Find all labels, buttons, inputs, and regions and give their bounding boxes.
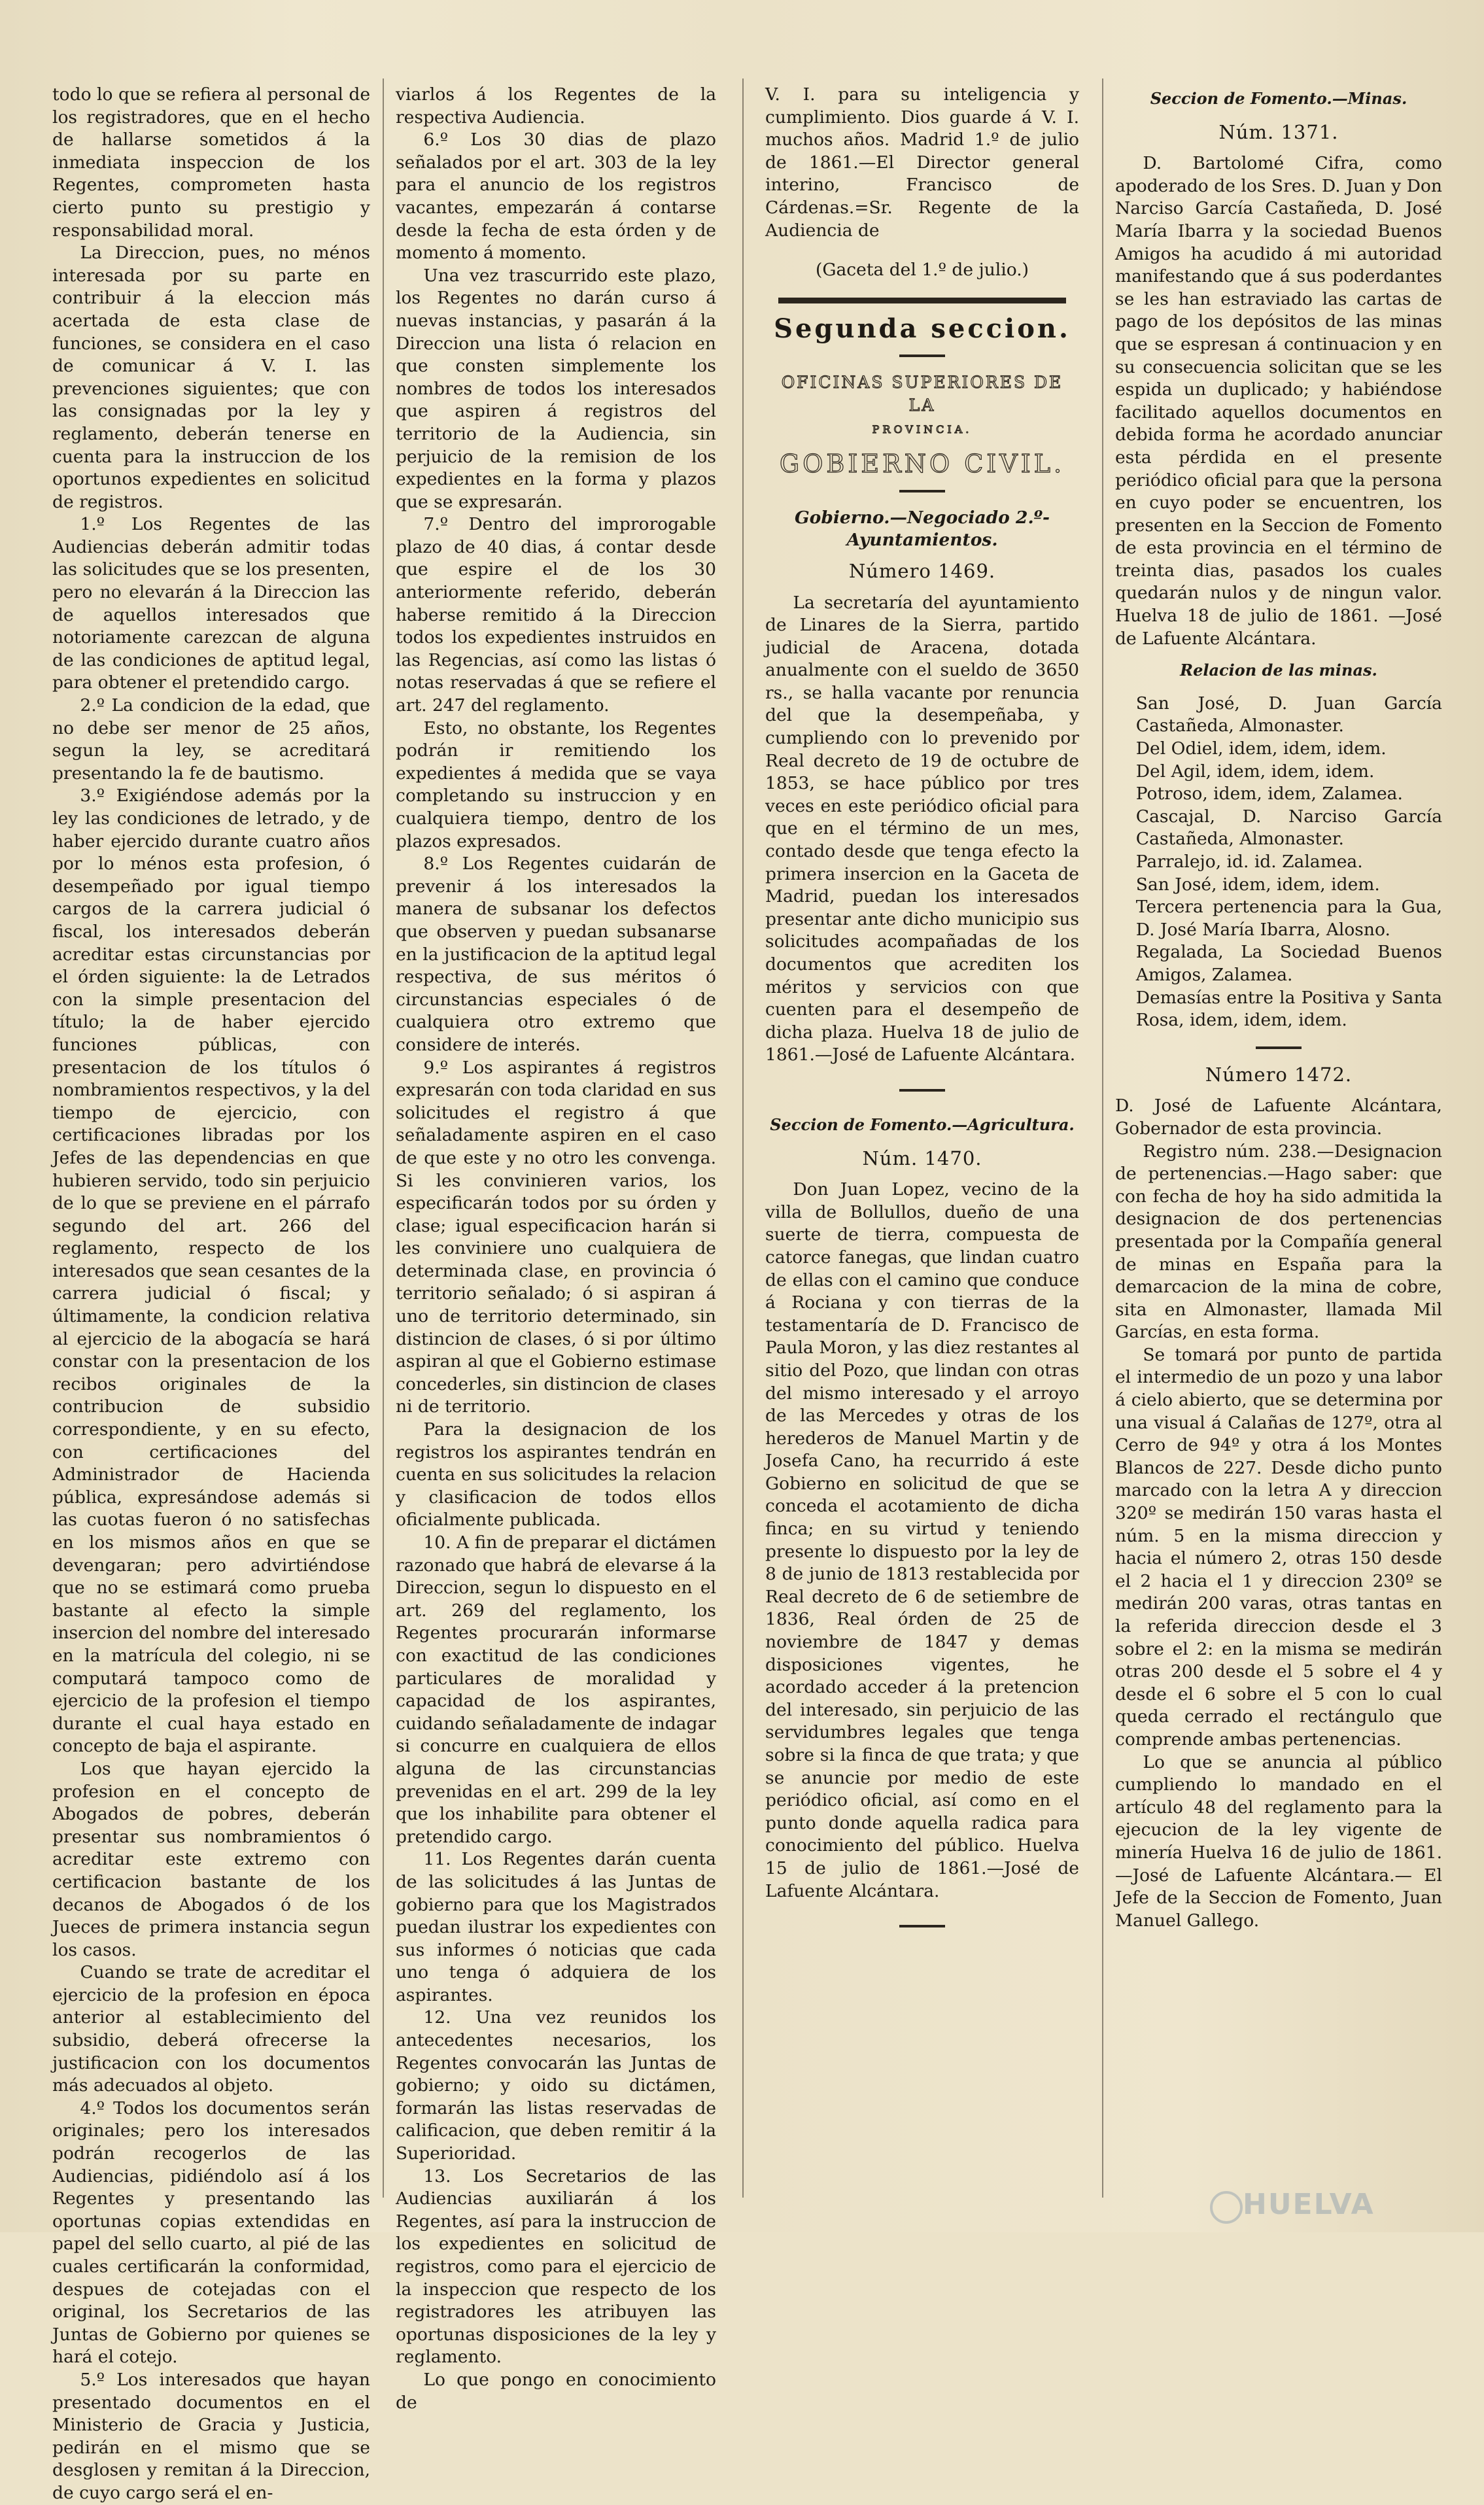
list-item: Tercera pertenencia para la Gua, D. José María Ibarra, Alosno. bbox=[1135, 897, 1442, 940]
paragraph: viarlos á los Regentes de la respectiva Audiencia. bbox=[396, 84, 716, 128]
section-divider bbox=[778, 298, 1066, 303]
paragraph: 1.º Los Regentes de las Audiencias deberán admitir todas las solicitudes que se los presenten, pero no elevarán á la Direccion las de aquellos interesados que notoriamente carezcan de alguna de las condiciones de aptitud legal, para obtener el pretendido cargo. bbox=[52, 514, 370, 693]
dash-divider bbox=[899, 1925, 945, 1927]
watermark-icon bbox=[1210, 2191, 1243, 2224]
list-item: Del Odiel, idem, idem, idem. bbox=[1135, 738, 1387, 759]
paragraph: 11. Los Regentes darán cuenta de las solicitudes á las Juntas de gobierno para que los Magistrados puedan ilustrar los expedientes con sus informes ó noticias que cada uno tenga ó adquiera de los aspirantes. bbox=[396, 1849, 716, 2005]
notice-1472-b: Se tomará por punto de partida el intermedio de un pozo y una labor á cielo abierto, que se determina por una visual á Calañas de 127º, otra al Cerro de 94º y otra á los Montes Blancos de 227. Desde dicho punto marcado con la letra A y direccion 320º se medirán 150 varas hasta el núm. 5 en la misma direccion y hacia el número 2, otras 150 desde el 2 hacia el 1 y direccion 230º se medirán 200 varas, otras tantas en la referida direccion desde el 3 sobre el 2: en la misma se medirán otras 200 desde el 5 sobre el 4 y desde el 6 sobre el 5 con lo cual queda cerrado el rectángulo que comprende ambas pertenencias. bbox=[1115, 1344, 1442, 1750]
list-item: Demasías entre la Positiva y Santa Rosa, idem, idem, idem. bbox=[1135, 987, 1442, 1031]
mines-list bbox=[1115, 693, 1442, 1032]
list-item: Cascajal, D. Narciso García Castañeda, Almonaster. bbox=[1135, 806, 1442, 850]
number-heading: Número 1472. bbox=[1205, 1063, 1353, 1086]
watermark: HUELVA bbox=[1243, 2188, 1375, 2221]
notice-1469: La secretaría del ayuntamiento de Linares de la Sierra, partido judicial de Aracena, dotada anualmente con el sueldo de 3650 rs., se halla vacante por renuncia del que la desempeñaba, y cumpliendo con lo prevenido por Real decreto de 19 de octubre de 1853, se hace público por tres veces en este periódico oficial para que en el término de un mes, contado desde que tenga efecto la primera insercion en la Gaceta de Madrid, puedan los interesados presentar ante dicho municipio sus solicitudes acompañadas de los documentos que acrediten los méritos y servicios con que cuenten para el desempeño de dicha plaza. Huelva 18 de julio de 1861.—José de Lafuente Alcántara. bbox=[765, 592, 1079, 1065]
notice-1472-c: Lo que se anuncia al público cumpliendo lo mandado en el artículo 48 del reglamento para la ejecucion de la ley vigente de minería Huelva 16 de julio de 1861. —José de Lafuente Alcántara.— El Jefe de la Seccion de Fomento, Juan Manuel Gallego. bbox=[1115, 1752, 1442, 1931]
paragraph: 4.º Todos los documentos serán originales; pero los interesados podrán recogerlos de las Audiencias, pidiéndolo así á los Regentes y presentando las oportunas copias extendidas en papel del sello cuarto, al pié de las cuales certificarán la conformidad, despues de cotejadas con el original, los Secretarios de las Juntas de Gobierno por quienes se hará el cotejo. bbox=[52, 2098, 370, 2368]
paragraph: Cuando se trate de acreditar el ejercicio de la profesion en época anterior al establecimiento del subsidio, deberá ofrecerse la justificacion con los documentos más adecuados al objeto. bbox=[52, 1962, 370, 2096]
paragraph: 8.º Los Regentes cuidarán de prevenir á los interesados la manera de subsanar los defectos que observen y puedan subsanarse en la justificacion de la aptitud legal respectiva, de sus méritos ó circunstancias especiales ó de cualquiera otro extremo que considere de interés. bbox=[396, 854, 716, 1055]
dash-divider bbox=[1256, 1046, 1302, 1049]
column-2 bbox=[396, 84, 716, 2413]
column-rule bbox=[742, 78, 744, 2198]
dash-divider bbox=[899, 490, 945, 492]
paragraph: 9.º Los aspirantes á registros expresarán con toda claridad en sus solicitudes el registro á que señaladamente aspiren en el caso de que este y no otro les convenga. Si les convinieren varios, los especificarán todos por su órden y clase; igual especificacion harán si les conviniere uno cualquiera de determinada clase, en provincia ó territorio señalado; ó si aspiran á uno de territorio determinado, sin distincion de clases, ó si por último aspiran al que el Gobierno estimase concederles, sin distincion de clases ni de territorio. bbox=[396, 1057, 716, 1417]
column-3 bbox=[765, 84, 1079, 2196]
paragraph: 12. Una vez reunidos los antecedentes necesarios, los Regentes convocarán las Juntas de gobierno; y oido su dictámen, formarán las listas reservadas de calificacion, que deben remitir á la Superioridad. bbox=[396, 2007, 716, 2164]
paragraph: 3.º Exigiéndose además por la ley las condiciones de letrado, y de haber ejercido durante cuatro años por lo ménos esta profesion, ó desempeñado por igual tiempo cargos de la carrera judicial ó fiscal, los interesados deberán acreditar estas circunstancias por el órden siguiente: la de Letrados con la simple presentacion del título; la de haber ejercido funciones públicas, con presentacion de los títulos ó nombramientos respectivos, y la del tiempo de ejercicio, con certificaciones libradas por los Jefes de las dependencias en que hubieren servido, todo sin perjuicio de lo que se previene en el párrafo segundo del art. 266 del reglamento, respecto de los interesados que sean cesantes de la carrera judicial ó fiscal; y últimamente, la condicion relativa al ejercicio de la abogacía se hará constar con la presentacion de los recibos originales de la contribucion de subsidio correspondiente, y en su efecto, con certificaciones del Administrador de Hacienda pública, expresándose además si las cuotas fueron ó no satisfechas en los mismos años en que se devengaran; pero advirtiéndose que no se estimará como prueba bastante al efecto la simple insercion del nombre del interesado en la matrícula del colegio, ni se computará tampoco como de ejercicio de la profesion el tiempo durante el cual haya estado en concepto de baja el aspirante. bbox=[52, 786, 370, 1757]
paragraph: 6.º Los 30 dias de plazo señalados por el art. 303 de la ley para el anuncio de los registros vacantes, empezarán á contarse desde la fecha de esta órden y de momento á momento. bbox=[396, 130, 716, 264]
list-item: Parralejo, id. id. Zalamea. bbox=[1135, 852, 1363, 872]
list-item: Regalada, La Sociedad Buenos Amigos, Zalamea. bbox=[1135, 942, 1442, 985]
paragraph: Para la designacion de los registros los aspirantes tendrán en cuenta en sus solicitudes la relacion y clasificacion de todos ellos oficialmente publicada. bbox=[396, 1419, 716, 1530]
gobierno-civil-heading: GOBIERNO CIVIL. bbox=[779, 449, 1065, 479]
agricultura-heading: Seccion de Fomento.—Agricultura. bbox=[770, 1114, 1075, 1134]
paragraph: 10. A fin de preparar el dictámen razonado que habrá de elevarse á la Direccion, segun lo dispuesto en el art. 269 del reglamento, los Regentes procurarán informarse con exactitud de las condiciones particulares de moralidad y capacidad de los aspirantes, cuidando señaladamente de indagar si concurre en cualquiera de ellos alguna de las circunstancias prevenidas en el art. 299 de la ley que los inhabilite para obtener el pretendido cargo. bbox=[396, 1532, 716, 1847]
list-item: San José, D. Juan García Castañeda, Almonaster. bbox=[1135, 693, 1442, 736]
column-rule bbox=[383, 78, 384, 2198]
number-heading: Núm. 1470. bbox=[862, 1147, 982, 1169]
paragraph: Lo que pongo en conocimiento de bbox=[396, 2369, 716, 2413]
closing-paragraph: V. I. para su inteligencia y cumplimiento. Dios guarde á V. I. muchos años. Madrid 1.º de julio de 1861.—El Director general interino, Francisco de Cárdenas.=Sr. Regente de la Audiencia de bbox=[765, 84, 1079, 241]
notice-1472-intro: D. José de Lafuente Alcántara, Gobernador de esta provincia. bbox=[1115, 1096, 1442, 1139]
paragraph: 5.º Los interesados que hayan presentado documentos en el Ministerio de Gracia y Justicia, pedirán en el mismo que se desglosen y remitan á la Direccion, de cuyo cargo será el en- bbox=[52, 2369, 370, 2503]
notice-1470: Don Juan Lopez, vecino de la villa de Bollullos, dueño de una suerte de tierra, compuesta de catorce fanegas, que lindan cuatro de ellas con el camino que conduce á Rociana y con tierras de la testamentaría de D. Francisco de Paula Moron, y las diez restantes al sitio del Pozo, que lindan con otras del mismo interesado y el arroyo de las Mercedes y otras de los herederos de Manuel Martin y de Josefa Cano, ha recurrido á este Gobierno en solicitud de que se conceda el acotamiento de dicha finca; en su virtud y teniendo presente lo dispuesto por la ley de 8 de junio de 1813 restablecida por Real decreto de 6 de setiembre de 1836, Real órden de 25 de noviembre de 1847 y demas disposiciones vigentes, he acordado acceder á la pretencion del interesado, sin perjuicio de las servidumbres legales que tenga sobre si la finca de que trata; y que se anuncie por medio de este periódico oficial, así como en el punto donde aquella radica para conocimiento del público. Huelva 15 de julio de 1861.—José de Lafuente Alcántara. bbox=[765, 1179, 1079, 1901]
section-title: Segunda seccion. bbox=[774, 313, 1071, 344]
paragraph: todo lo que se refiera al personal de los registradores, que en el hecho de hallarse sometidos á la inmediata inspeccion de los Regentes, comprometen hasta cierto punto su prestigio y responsabilidad moral. bbox=[52, 84, 370, 241]
list-item: Del Agil, idem, idem, idem. bbox=[1135, 761, 1375, 782]
notice-1371: D. Bartolomé Cifra, como apoderado de los Sres. D. Juan y Don Narciso García Castañeda, D. José María Ibarra y la sociedad Buenos Amigos ha acudido á mi autoridad manifestando que á sus poderdantes se les han estraviado las cartas de pago de los depósitos de las minas que se espresan á continuacion y en su consecuencia solicitan que se les espida un duplicado; y habiéndose facilitado aquellos documentos en debida forma he acordado anunciar esta pérdida en el presente periódico oficial para que la persona en cuyo poder se encuentren, los presenten en la Seccion de Fomento de esta provincia en el término de treinta dias, pasados los cuales quedarán nulos y de ningun valor. Huelva 18 de julio de 1861. —José de Lafuente Alcántara. bbox=[1115, 153, 1442, 649]
paragraph: 13. Los Secretarios de las Audiencias auxiliarán á los Regentes, así para la instruccion de los expedientes en solicitud de registros, como para el ejercicio de la inspeccion que respecto de los registradores les atribuyen las oportunas disposiciones de la ley y reglamento. bbox=[396, 2166, 716, 2368]
notice-1472-a: Registro núm. 238.—Designacion de pertenencias.—Hago saber: que con fecha de hoy ha sido admitida la designacion de dos pertenencias presentada por la Compañía general de minas en España para la demarcacion de la mina de cobre, sita en Almonaster, llamada Mil Garcías, en esta forma. bbox=[1115, 1141, 1442, 1343]
paragraph: Esto, no obstante, los Regentes podrán ir remitiendo los expedientes á medida que se vaya completando su instruccion y en cualquiera tiempo, dentro de los plazos expresados. bbox=[396, 717, 716, 852]
source-note: (Gaceta del 1.º de julio.) bbox=[816, 260, 1029, 281]
dash-divider bbox=[899, 354, 945, 357]
relacion-heading: Relacion de las minas. bbox=[1180, 661, 1377, 680]
minas-heading: Seccion de Fomento.—Minas. bbox=[1150, 89, 1407, 108]
list-item: Potroso, idem, idem, Zalamea. bbox=[1135, 784, 1403, 804]
list-item: San José, idem, idem, idem. bbox=[1135, 874, 1380, 895]
number-heading: Número 1469. bbox=[848, 559, 996, 582]
column-1 bbox=[52, 84, 370, 2503]
dash-divider bbox=[899, 1089, 945, 1092]
number-heading: Núm. 1371. bbox=[1218, 120, 1339, 143]
offices-heading: OFICINAS SUPERIORES DE LA bbox=[781, 373, 1063, 415]
paragraph: Los que hayan ejercido la profesion en el concepto de Abogados de pobres, deberán presentar sus nombramientos ó acreditar este extremo con certificacion bastante de los decanos de Abogados ó de los Jueces de primera instancia segun los casos. bbox=[52, 1758, 370, 1960]
paragraph: Una vez trascurrido este plazo, los Regentes no darán curso á nuevas instancias, y pasarán á la Direccion una lista ó relacion en que consten simplemente los nombres de todos los interesados que aspiren á registros del territorio de la Audiencia, sin perjuicio de la remision de los expedientes en la forma y plazos que se expresarán. bbox=[396, 265, 716, 512]
paragraph: 2.º La condicion de la edad, que no debe ser menor de 25 años, segun la ley, se acreditará presentando la fe de bautismo. bbox=[52, 695, 370, 784]
paragraph: La Direccion, pues, no ménos interesada por su parte en contribuir á la eleccion más acertada de esta clase de funciones, se considera en el caso de comunicar á V. I. las prevenciones siguientes; que con las consignadas por la ley y reglamento, deberán tenerse en cuenta para la instruccion de los oportunos expedientes en solicitud de registros. bbox=[52, 243, 370, 512]
negociado-heading: Gobierno.—Negociado 2.º-Ayuntamientos. bbox=[795, 507, 1050, 551]
paragraph: 7.º Dentro del improrogable plazo de 40 dias, á contar desde que espire el de los 30 anteriormente referido, deberán haberse remitido á la Direccion todos los expedientes instruidos en las Regencias, así como las listas ó notas reservadas á que se refiere el art. 247 del reglamento. bbox=[396, 514, 716, 716]
province-heading: PROVINCIA. bbox=[872, 423, 973, 436]
column-rule bbox=[1102, 78, 1103, 2198]
column-4 bbox=[1115, 84, 1442, 2196]
